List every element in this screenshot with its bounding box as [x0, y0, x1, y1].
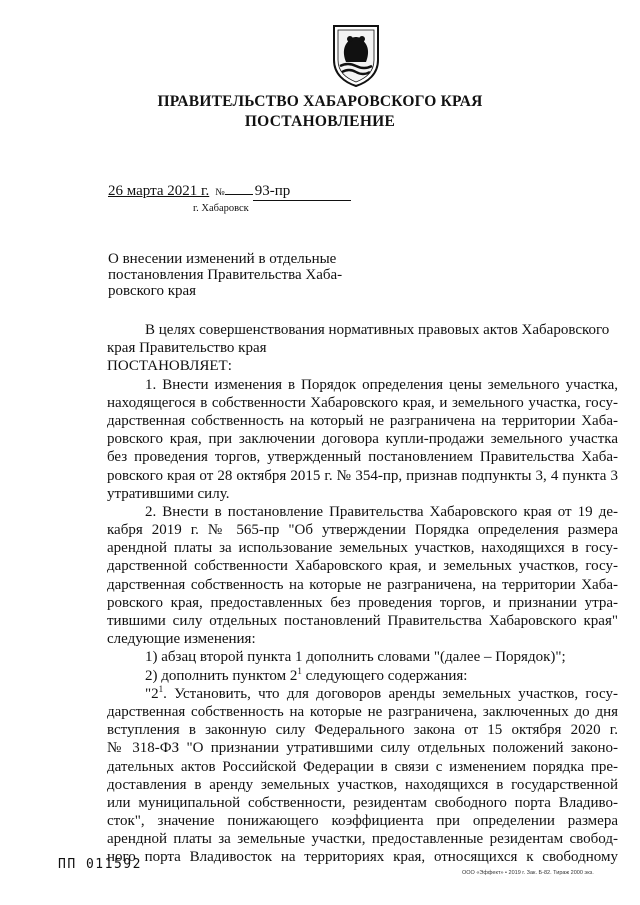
superscript: 1 [158, 683, 164, 694]
body-text-part: следующего содержания: [301, 667, 468, 684]
form-code: ПП 011592 [58, 857, 142, 872]
body-line: 1. Внести изменения в Порядок определения цены земельного участка, [145, 376, 618, 393]
superscript: 1 [297, 665, 302, 676]
body-line: ного порта Владивосток на территориях края, относящихся к свободному [107, 849, 618, 866]
body-line: дарственная собственность на которые не разграничена, заключенных до дня [107, 703, 618, 720]
date-number-line [108, 183, 351, 201]
body-line: доставления в аренду земельных участков, находящихся в государственной [107, 776, 618, 793]
subject-line: ровского края [108, 283, 197, 299]
document-city: г. Хабаровск [193, 203, 249, 214]
body-line: дарственная собственность на которые не разграничена, на территории Хаба- [107, 576, 618, 593]
body-line: тившими силу отдельных постановлений Правительства Хабаровского края" [107, 613, 618, 629]
document-body [107, 321, 618, 867]
body-line: ровского края, предоставленных без проведения торгов, и признании утра- [107, 594, 618, 611]
government-title: ПРАВИТЕЛЬСТВО ХАБАРОВСКОГО КРАЯ [157, 93, 483, 110]
body-line: ровского края, при заключении договора купли-продажи земельного участка [107, 431, 618, 448]
body-line: 2. Внести в постановление Правительства Хабаровского края от 19 де- [145, 503, 618, 520]
body-text-part: "2 [145, 685, 159, 702]
body-line: ровского края от 28 октября 2015 г. № 354-пр, признав подпункты 3, 4 пункта 3 [107, 467, 618, 484]
body-line: дарственная собственность на который не разграничена на территории Хаба- [107, 412, 618, 429]
body-line: дательных актов Российской Федерации в связи с изменением порядка пре- [107, 758, 618, 775]
body-line: следующие изменения: [107, 631, 256, 648]
body-line: сток", значение понижающего коэффициента при определении размера [107, 813, 618, 830]
document-subject [108, 251, 343, 299]
body-line: края Правительство края [107, 340, 267, 357]
body-line: арендной платы за использование земельных участков, находящихся в госу- [107, 540, 618, 557]
body-line: арендной платы за земельные участки, предоставленные резидентам свобод- [107, 831, 618, 848]
body-line: кабря 2019 г. № 565-пр "Об утверждении Порядка определения размера [107, 522, 618, 539]
document-date: 26 марта 2021 г. [108, 183, 210, 199]
body-line: находящегося в собственности Хабаровского края, и земельного участка, госу- [107, 394, 618, 411]
print-info: ООО «Эффект» • 2019 г. Зак. Б-82. Тираж 2000 экз. [462, 870, 594, 876]
body-line: 1) абзац второй пункта 1 дополнить словами "(далее – Порядок)"; [145, 649, 566, 666]
body-line: № 318-ФЗ "О признании утратившими силу отдельных положений законо- [107, 740, 618, 757]
body-text-part: . Установить, что для договоров аренды земельных участков, госу- [163, 685, 618, 702]
document-number: 93-пр [253, 183, 351, 201]
body-line: утратившими силу. [107, 485, 230, 502]
subject-line: постановления Правительства Хаба- [108, 267, 343, 283]
body-line: дарственной собственности Хабаровского края, и земельных участков, госу- [107, 558, 618, 575]
number-blank [225, 194, 253, 195]
body-line [107, 667, 618, 685]
document-type: ПОСТАНОВЛЕНИЕ [244, 113, 396, 130]
body-line: ПОСТАНОВЛЯЕТ: [107, 358, 232, 375]
subject-line: О внесении изменений в отдельные [108, 251, 337, 267]
coat-of-arms-emblem [330, 22, 382, 88]
body-line [107, 685, 618, 703]
body-line: вступления в законную силу Федерального закона от 15 октября 2020 г. [107, 722, 618, 739]
body-line: без проведения торгов, утвержденный постановлением Правительства Хаба- [107, 449, 618, 466]
body-line: или муниципальной собственности, резидентам свободного порта Владиво- [107, 794, 618, 811]
body-line: В целях совершенствования нормативных правовых актов Хабаровского [145, 322, 610, 338]
number-sign: № [215, 187, 225, 198]
body-text-part: 2) дополнить пунктом 2 [145, 667, 298, 684]
